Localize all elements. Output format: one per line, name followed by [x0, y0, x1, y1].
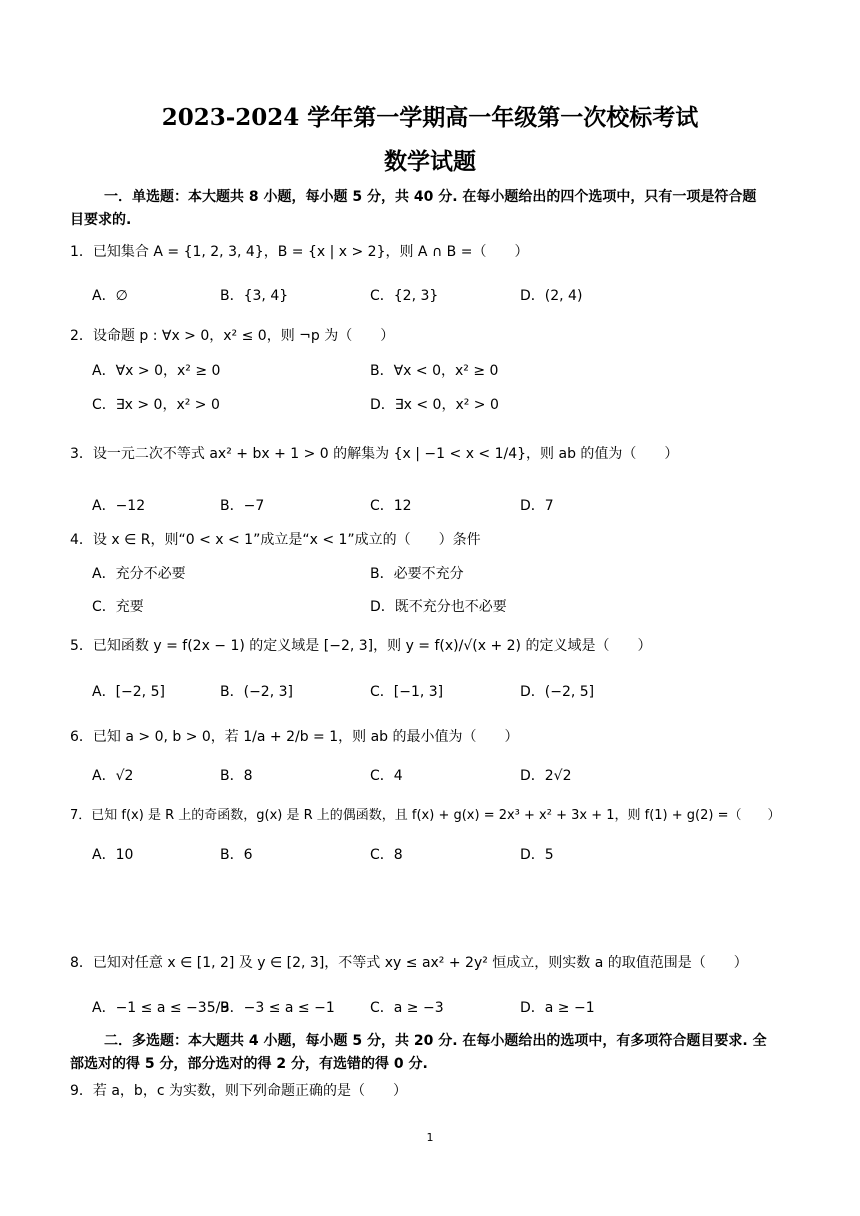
- question-3-option-a: A．−12: [92, 498, 146, 514]
- question-1-option-d: D．(2, 4): [520, 288, 583, 304]
- question-5-option-c: C．[−1, 3]: [370, 684, 444, 700]
- question-4-stem: 4．设 x ∈ R，则“0 < x < 1”成立是“x < 1”成立的（ ）条件: [70, 532, 481, 548]
- question-5-option-d: D．(−2, 5]: [520, 684, 595, 700]
- question-8-option-b: B．−3 ≤ a ≤ −1: [220, 1000, 335, 1016]
- question-3-stem: 3．设一元二次不等式 ax² + bx + 1 > 0 的解集为 {x | −1 < x < 1/4}，则 ab 的值为（ ）: [70, 446, 679, 462]
- question-1-stem: 1．已知集合 A = {1, 2, 3, 4}，B = {x | x > 2}，则 A ∩ B =（ ）: [70, 244, 529, 260]
- question-4-option-b: B．必要不充分: [370, 566, 464, 582]
- question-9-stem: 9．若 a，b，c 为实数，则下列命题正确的是（ ）: [70, 1083, 407, 1099]
- question-8-stem: 8．已知对任意 x ∈ [1, 2] 及 y ∈ [2, 3]，不等式 xy ≤ ax² + 2y² 恒成立，则实数 a 的取值范围是（ ）: [70, 955, 748, 971]
- question-1-option-b: B．{3, 4}: [220, 288, 289, 304]
- question-1-option-a: A．∅: [92, 288, 128, 304]
- question-6-option-b: B．8: [220, 768, 253, 784]
- question-5-option-a: A．[−2, 5]: [92, 684, 165, 700]
- question-6-option-a: A．√2: [92, 768, 134, 784]
- question-8-option-c: C．a ≥ −3: [370, 1000, 444, 1016]
- question-8-option-a: A．−1 ≤ a ≤ −35/9: [92, 1000, 230, 1016]
- question-2-option-d: D．∃x < 0，x² > 0: [370, 397, 499, 413]
- question-2-stem: 2．设命题 p : ∀x > 0，x² ≤ 0，则 ¬p 为（ ）: [70, 328, 395, 344]
- question-2-option-b: B．∀x < 0，x² ≥ 0: [370, 363, 499, 379]
- question-5-stem: 5．已知函数 y = f(2x − 1) 的定义域是 [−2, 3]，则 y = f(x)/√(x + 2) 的定义域是（ ）: [70, 638, 652, 654]
- exam-subtitle: 数学试题: [384, 148, 476, 175]
- question-2-option-c: C．∃x > 0，x² > 0: [92, 397, 220, 413]
- question-6-option-c: C．4: [370, 768, 403, 784]
- question-7-option-b: B．6: [220, 847, 253, 863]
- section-1-heading-cont: 目要求的.: [70, 212, 132, 228]
- page-number: 1: [426, 1131, 434, 1144]
- question-4-option-c: C．充要: [92, 599, 144, 615]
- question-7-option-a: A．10: [92, 847, 134, 863]
- section-1-heading: 一．单选题：本大题共 8 小题，每小题 5 分，共 40 分. 在每小题给出的四个选项中，只有一项是符合题: [104, 189, 757, 205]
- question-7-option-c: C．8: [370, 847, 403, 863]
- question-4-option-d: D．既不充分也不必要: [370, 599, 507, 615]
- exam-title: 2023-2024 学年第一学期高一年级第一次校标考试: [161, 104, 699, 131]
- question-8-option-d: D．a ≥ −1: [520, 1000, 595, 1016]
- question-3-option-d: D．7: [520, 498, 554, 514]
- question-7-option-d: D．5: [520, 847, 554, 863]
- section-2-heading-cont: 部选对的得 5 分，部分选对的得 2 分，有选错的得 0 分.: [70, 1056, 428, 1072]
- section-2-heading: 二．多选题：本大题共 4 小题，每小题 5 分，共 20 分. 在每小题给出的选项中，有多项符合题目要求. 全: [104, 1033, 767, 1049]
- question-3-option-b: B．−7: [220, 498, 265, 514]
- question-2-option-a: A．∀x > 0，x² ≥ 0: [92, 363, 221, 379]
- question-5-option-b: B．(−2, 3]: [220, 684, 293, 700]
- question-1-option-c: C．{2, 3}: [370, 288, 439, 304]
- question-7-stem: 7．已知 f(x) 是 R 上的奇函数，g(x) 是 R 上的偶函数，且 f(x) + g(x) = 2x³ + x² + 3x + 1，则 f(1) + g(2) =（ ）: [70, 808, 781, 823]
- question-6-option-d: D．2√2: [520, 768, 572, 784]
- question-3-option-c: C．12: [370, 498, 412, 514]
- question-4-option-a: A．充分不必要: [92, 566, 186, 582]
- question-6-stem: 6．已知 a > 0, b > 0，若 1/a + 2/b = 1，则 ab 的最小值为（ ）: [70, 729, 519, 745]
